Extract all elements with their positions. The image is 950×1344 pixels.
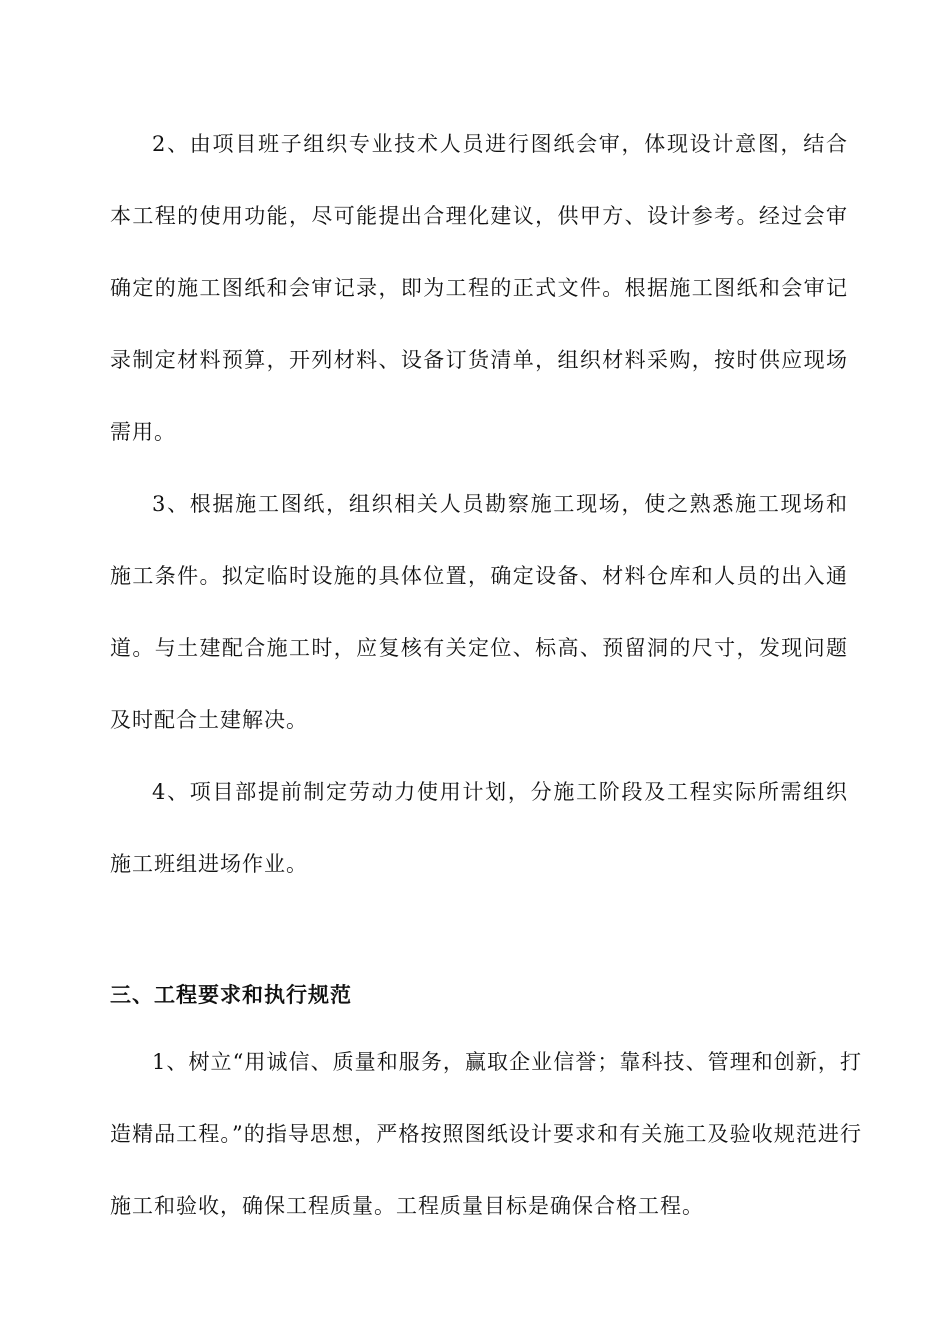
paragraph-item-4: 4、项目部提前制定劳动力使用计划，分施工阶段及工程实际所需组织施工班组进场作业。 xyxy=(110,780,848,876)
paragraph-item-2: 2、由项目班子组织专业技术人员进行图纸会审，体现设计意图，结合本工程的使用功能，尽可能提出合理化建议，供甲方、设计参考。经过会审确定的施工图纸和会审记录，即为工程的正式文件。根据施工图纸和会审记录制定材料预算，开列材料、设备订货清单，组织材料采购，按时供应现场需用。 xyxy=(110,132,848,444)
section-heading: 三、工程要求和执行规范 xyxy=(110,983,352,1007)
section-paragraph-item-1: 1、树立“用诚信、质量和服务，赢取企业信誉；靠科技、管理和创新，打造精品工程。”的指导思想，严格按照图纸设计要求和有关施工及验收规范进行施工和验收，确保工程质量。工程质量目标是确保合格工程。 xyxy=(110,1050,862,1218)
paragraph-item-3: 3、根据施工图纸，组织相关人员勘察施工现场，使之熟悉施工现场和施工条件。拟定临时设施的具体位置，确定设备、材料仓库和人员的出入通道。与土建配合施工时，应复核有关定位、标高、预留洞的尺寸，发现问题及时配合土建解决。 xyxy=(110,492,848,732)
